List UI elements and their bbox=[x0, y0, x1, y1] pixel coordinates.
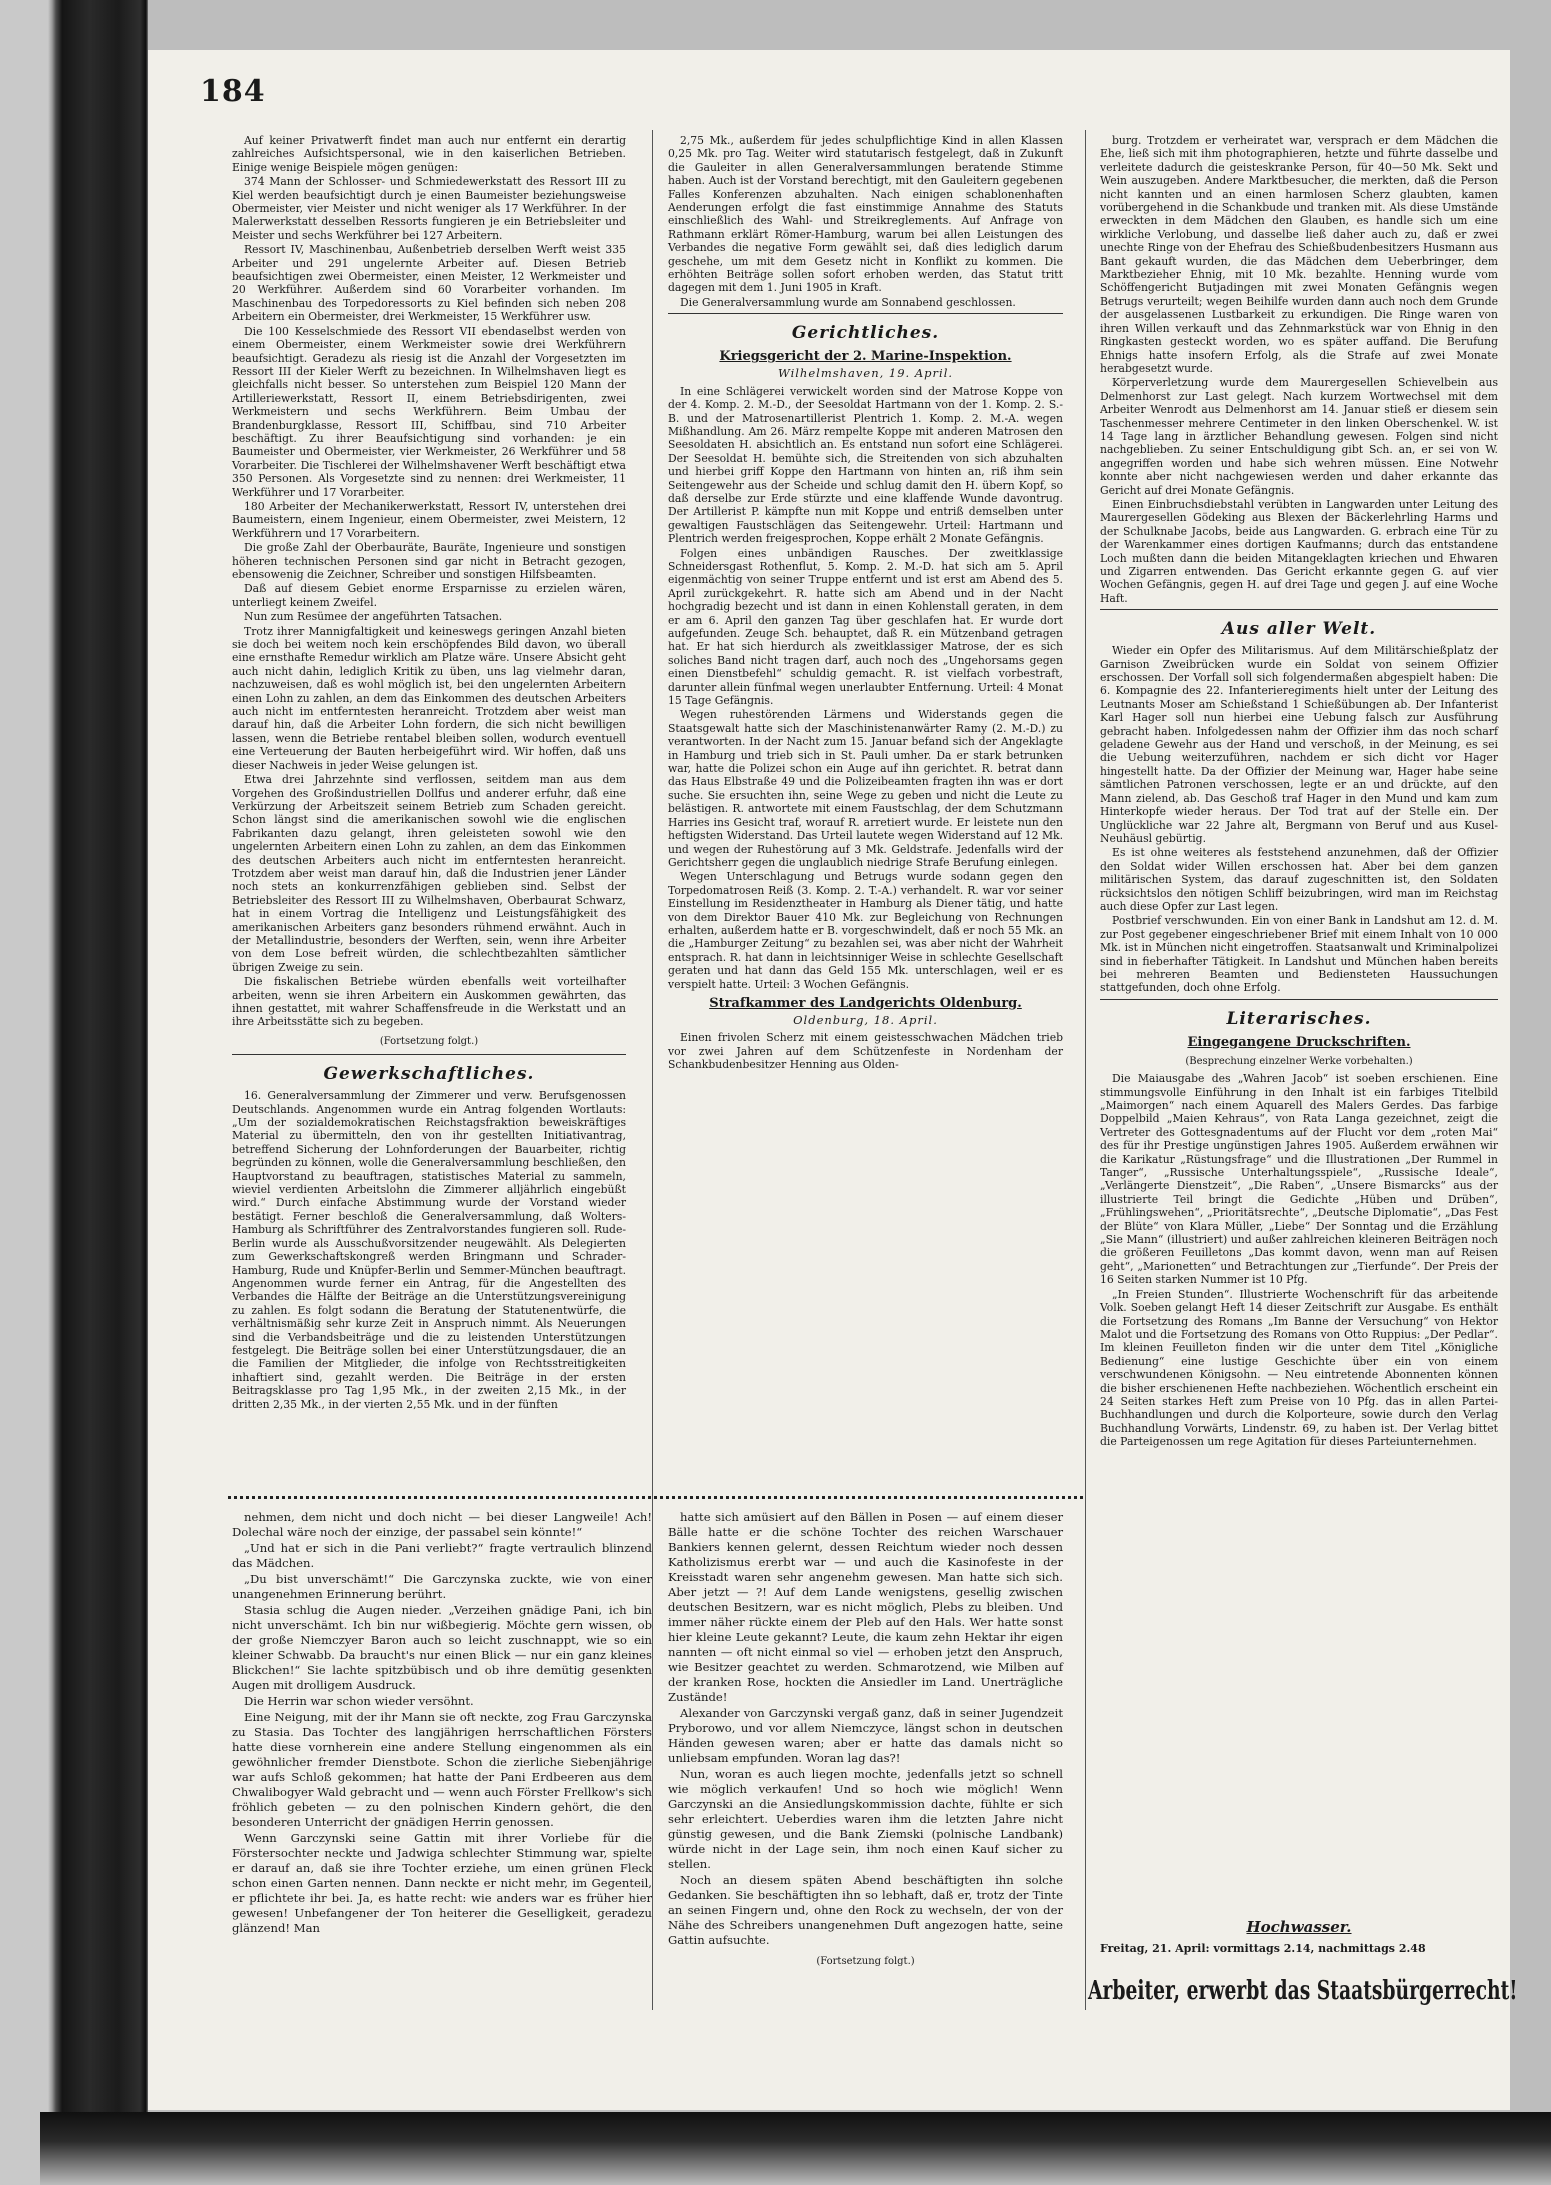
feuilleton-divider bbox=[228, 1496, 1084, 1499]
page-shadow bbox=[40, 2112, 1551, 2185]
newspaper-page bbox=[148, 50, 1518, 2110]
paragraph: Körperverletzung wurde dem Maurergesellen Schievelbein aus Delmenhorst zur Last gelegt. Nach kurzem Wortwechsel mit dem Arbeiter Wenrodt aus Delmenhorst am 14. Januar stieß er diesem sein Taschenmesser mehrere Centimeter in den linken Oberschenkel. W. ist 14 Tage lang in ärztlicher Behandlung gewesen. Folgen sind nicht nachgeblieben. Zu seiner Entschuldigung gibt Sch. an, er sei von W. angegriffen worden und habe sich wehren müssen. Eine Notwehr konnte aber nicht nachgewiesen werden und daher erkannte das Gericht auf drei Monate Gefängnis. bbox=[1100, 376, 1498, 497]
section-rule bbox=[668, 313, 1063, 314]
paragraph: Die große Zahl der Oberbauräte, Bauräte, Ingenieure und sonstigen höheren technischen Personen sind gar nicht in Betracht gezogen, ebensowenig die Zeichner, Schreiber und sonstigen Hilfsbeamten. bbox=[232, 541, 626, 581]
paragraph: Eine Neigung, mit der ihr Mann sie oft neckte, zog Frau Garczynska zu Stasia. Das Tochter des langjährigen herrschaftlichen Försters hatte diese vornherein eine andere Stellung eingenommen als ein gewöhnlicher fremder Dienstbote. Schon die zierliche Siebenjährige war aufs Schloß gekommen; hat hatte der Pani Erdbeeren aus dem Chwalibogyer Wald gebracht und — wenn auch Förster Frellkow's sich fröhlich gebeten — zu den polnischen Kindern gehört, die den besonderen Unterricht der gnädigen Herrin genossen. bbox=[232, 1710, 652, 1829]
paragraph: Wieder ein Opfer des Militarismus. Auf dem Militärschießplatz der Garnison Zweibrücken wurde ein Soldat von seinem Offizier erschossen. Der Vorfall soll sich folgendermaßen abgespielt haben: Die 6. Kompagnie des 22. Infanterieregiments hielt unter der Leitung des Leutnants Moser am Schießstand 1 Schießübungen ab. Der Infanterist Karl Hager soll nun hierbei eine Uebung falsch zur Ausführung gebracht haben. Infolgedessen nahm der Offizier ihm das noch scharf geladene Gewehr aus der Hand und verschoß, in der Meinung, es sei die Uebung weiterzuführen, nachdem er sich dicht vor Hager hingestellt hatte. Da der Offizier der Meinung war, Hager habe seine sämtlichen Patronen verschossen, legte er an und drückte, auf den Mann zielend, ab. Das Geschoß traf Hager in den Mund und kam zum Hinterkopfe wieder heraus. Der Tod trat auf der Stelle ein. Der Unglückliche war 22 Jahre alt, Bergmann von Beruf und aus Kusel-Neuhäusl gebürtig. bbox=[1100, 644, 1498, 845]
paragraph: burg. Trotzdem er verheiratet war, versprach er dem Mädchen die Ehe, ließ sich mit ihm photographieren, hetzte und führte dasselbe und verleitete dadurch die geisteskranke Person, für 40—50 Mk. Sekt und Wein auszugeben. Andere Marktbesucher, die merkten, daß die Person nicht kannten und an einen harmlosen Scherz glaubten, kamen vorübergehend in die Schankbude und tranken mit. Als diese Umstände erweckten in dem Mädchen den Glauben, es handle sich um eine wirkliche Verlobung, und dasselbe ließ daher auch zu, daß er zwei unechte Ringe von der Ehefrau des Schießbudenbesitzers Husmann aus Bant gekauft wurden, die das Mädchen dem Ueberbringer, dem Marktbezieher Ehnig, mit 10 Mk. bezahlte. Henning wurde vom Schöffengericht Butjadingen mit zwei Monaten Gefängnis wegen Betrugs verurteilt; wegen Beihilfe wurden dann auch noch dem Grunde der ausgelassenen Lustbarkeit zu erkundigen. Die Ringe waren von ihren Willen verkauft und das Zehnmarkstück war von Ehnig in den Ringkasten gesteckt worden, wo es später auffand. Die Berufung Ehnigs hatte insofern Erfolg, als die Strafe auf zwei Monate herabgesetzt wurde. bbox=[1100, 134, 1498, 375]
feuilleton-column-2 bbox=[668, 1510, 1063, 1975]
section-title-aus-aller-welt: Aus aller Welt. bbox=[1221, 619, 1377, 640]
section-rule bbox=[1100, 999, 1498, 1000]
page-number: 184 bbox=[200, 74, 266, 109]
paragraph: 180 Arbeiter der Mechanikerwerkstatt, Ressort IV, unterstehen drei Baumeistern, einem Ingenieur, einem Obermeister, zwei Meistern, 12 Werkführern und 17 Vorarbeitern. bbox=[232, 499, 626, 540]
paragraph: Es ist ohne weiteres als feststehend anzunehmen, daß der Offizier den Soldat wider Willen erschossen hat. Aber bei dem ganzen militärischen System, das darauf zugeschnitten ist, den Soldaten rücksichtslos den nötigen Schliff beizubringen, wird man im Reichstag auch diese Opfer zur Last legen. bbox=[1100, 846, 1498, 913]
section-title-gericht: Gerichtliches. bbox=[791, 323, 940, 344]
paragraph: Wegen Unterschlagung und Betrugs wurde sodann gegen den Torpedomatrosen Reiß (3. Komp. 2. T.-A.) verhandelt. R. war vor seiner Einstellung im Residenztheater in Hamburg als Diener tätig, und hatte von dem Direktor Bauer 410 Mk. zur Begleichung von Rechnungen erhalten, außerdem hatte er B. vorgeschwindelt, daß er noch 55 Mk. an die „Hamburger Zeitung“ zu bezahlen sei, was aber nicht der Wahrheit entsprach. R. hat dann in leichtsinniger Weise in schlechte Gesellschaft geraten und hat dann das Geld 155 Mk. unterschlagen, weil er es verspielt hatte. Urteil: 3 Wochen Gefängnis. bbox=[668, 870, 1063, 991]
paragraph: 2,75 Mk., außerdem für jedes schulpflichtige Kind in allen Klassen 0,25 Mk. pro Tag. Weiter wird statutarisch festgelegt, daß in Zukunft die Gauleiter in allen Generalversammlungen beratende Stimme haben. Auch ist der Vorstand berechtigt, mit den Gauleitern gegebenen Falles Konferenzen abzuhalten. Nach einigen schablonenhaften Aenderungen erfolgt die fast einstimmige Annahme des Statuts einschließlich des Wahl- und Streikreglements. Auf Anfrage von Rathmann erklärt Römer-Hamburg, warum bei allen Leistungen des Verbandes die negative Form gewählt sei, daß dies lediglich darum geschehe, um mit dem Gesetz nicht in Konflikt zu kommen. Die erhöhten Beiträge sollen sofort erhoben werden, das Statut tritt dagegen mit dem 1. Juni 1905 in Kraft. bbox=[668, 134, 1063, 295]
column-rule bbox=[652, 130, 653, 2010]
column-2 bbox=[668, 134, 1063, 1073]
paragraph: Alexander von Garczynski vergaß ganz, daß in seiner Jugendzeit Pryborowo, und vor allem Niemczyce, längst schon in deutschen Händen gewesen waren; aber er hatte das damals nicht so unliebsam empfunden. Woran lag das?! bbox=[668, 1706, 1063, 1765]
column-1 bbox=[232, 134, 626, 1412]
paragraph: Wenn Garczynski seine Gattin mit ihrer Vorliebe für die Förstersochter neckte und Jadwiga schlechter Stimmung war, spielte er darauf an, daß sie ihre Tochter erziehe, um einen grünen Fleck schon einen Garten nennen. Dann neckte er nicht mehr, im Gegenteil, er pflichtete ihr bei. Ja, es hatte recht: wie anders war es früher hier gewesen! Unbefangener der Ton heiterer die Geselligkeit, geradezu glänzend! Man bbox=[232, 1831, 652, 1935]
subsection-title: Eingegangene Druckschriften. bbox=[1187, 1034, 1411, 1050]
continuation-note: (Fortsetzung folgt.) bbox=[816, 1956, 915, 1967]
section-title-gewerkschaft: Gewerkschaftliches. bbox=[323, 1064, 535, 1085]
column-3 bbox=[1100, 134, 1498, 1450]
paragraph: Einen frivolen Scherz mit einem geistesschwachen Mädchen trieb vor zwei Jahren auf dem Schützenfeste in Nordenham der Schankbudenbesitzer Henning aus Olden- bbox=[668, 1031, 1063, 1072]
hochwasser-times: Freitag, 21. April: vormittags 2.14, nachmittags 2.48 bbox=[1100, 1942, 1426, 1955]
paragraph: 16. Generalversammlung der Zimmerer und verw. Berufsgenossen Deutschlands. Angenommen wurde ein Antrag folgenden Wortlauts: „Um der sozialdemokratischen Reichstagsfraktion beweiskräftiges Material zu übermitteln, den von ihr gestellten Initiativantrag, betreffend Sicherung der Lohnforderungen der Bauarbeiter, richtig begründen zu können, wolle die Generalversammlung beschließen, den Hauptvorstand zu beauftragen, statistisches Material zu sammeln, wieviel verdienten Arbeitslohn die Zimmerer alljährlich eingebüßt wird.“ Durch einfache Abstimmung wurde der Vorstand wieder bestätigt. Ferner beschloß die Generalversammlung, daß Wolters-Hamburg als Schriftführer des Zentralvorstandes fungieren soll. Rude-Berlin wurde als Ausschußvorsitzender neugewählt. Als Delegierten zum Gewerkschaftskongreß werden Bringmann und Schrader-Hamburg, Rude und Knüpfer-Berlin und Semmer-München beauftragt. Angenommen wurde ferner ein Antrag, für die Angestellten des Verbandes die Hälfte der Beiträge an die Unterstützungsvereinigung zu zahlen. Es folgt sodann die Beratung der Statutenentwürfe, die verhältnismäßig sehr kurze Zeit in Anspruch nimmt. Als Neuerungen sind die Verbandsbeiträge und die zu leistenden Unterstützungen festgelegt. Die Beiträge sollen bei einer Unterstützungsdauer, die an die Familien der Mitglieder, die infolge von Rechtsstreitigkeiten inhaftiert sind, gezahlt werden. Die Beiträge in der ersten Beitragsklasse pro Tag 1,95 Mk., in der zweiten 2,15 Mk., in der dritten 2,35 Mk., in der vierten 2,55 Mk. und in der fünften bbox=[232, 1089, 626, 1411]
paragraph: Wegen ruhestörenden Lärmens und Widerstands gegen die Staatsgewalt hatte sich der Maschinistenanwärter Ramy (2. M.-D.) zu verantworten. In der Nacht zum 15. Januar befand sich der Angeklagte in Hamburg und trieb sich in St. Pauli umher. Da er stark betrunken war, hatte die Polizei schon ein Auge auf ihn gerichtet. R. betrat dann das Haus Elbstraße 49 und die Polizeibeamten fragten ihn was er dort suche. Sie ersuchten ihn, seine Wege zu geben und nicht die Leute zu belästigen. R. antwortete mit einem Faustschlag, der dem Schutzmann Harries ins Gesicht traf, worauf R. arretiert wurde. Er leistete nun den heftigsten Widerstand. Das Urteil lautete wegen Widerstand auf 12 Mk. und wegen der Ruhestörung auf 3 Mk. Geldstrafe. Jedenfalls wird der Gerichtsherr gegen die unglaublich niedrige Strafe Berufung einlegen. bbox=[668, 708, 1063, 869]
feuilleton-column-1 bbox=[232, 1510, 652, 1937]
dateline: Wilhelmshaven, 19. April. bbox=[777, 366, 954, 381]
paragraph: Die 100 Kesselschmiede des Ressort VII ebendaselbst werden von einem Obermeister, einem Werkmeister sowie drei Werkführern beaufsichtigt. Geradezu als riesig ist die Anzahl der Vorgesetzten im Ressort III der Kieler Werft zu bezeichnen. In Wilhelmshaven liegt es gleichfalls nicht besser. So unterstehen zum Beispiel 120 Mann der Artilleriewerkstatt, Ressort II, einem Betriebsdirigenten, zwei Werkmeistern und sechs Werkführern. Beim Umbau der Brandenburgklasse, Ressort III, Schiffbau, sind 710 Arbeiter beschäftigt. Zu ihrer Beaufsichtigung sind vorhanden: je ein Baumeister und Obermeister, vier Werkmeister, 26 Werkführer und 58 Vorarbeiter. Die Tischlerei der Wilhelmshavener Werft beschäftigt etwa 350 Personen. Als Vorgesetzte sind zu nennen: drei Werkmeister, 11 Werkführer und 17 Vorarbeiter. bbox=[232, 324, 626, 499]
paragraph: Folgen eines unbändigen Rausches. Der zweitklassige Schneidersgast Rothenflut, 5. Komp. 2. M.-D. hat sich am 5. April eigenmächtig von seiner Truppe entfernt und ist erst am Abend des 5. April zurückgekehrt. R. hatte sich am Abend und in der Nacht hochgradig bezecht und ist dann in einen Kohlenstall geraten, in dem er am 6. April den ganzen Tag über geschlafen hat. Er wurde dort aufgefunden. Zeuge Sch. behauptet, daß R. ein Mützenband getragen hat. Er hat sich hierdurch als zweitklassiger Matrose, der es sich soliches Band nicht tragen darf, auch noch des „Ungehorsams gegen einen Dienstbefehl“ schuldig gemacht. R. ist vielfach vorbestraft, darunter allein fünfmal wegen unerlaubter Entfernung. Urteil: 4 Monat 15 Tage Gefängnis. bbox=[668, 546, 1063, 708]
paragraph: In eine Schlägerei verwickelt worden sind der Matrose Koppe von der 4. Komp. 2. M.-D., der Seesoldat Hartmann von der 1. Komp. 2. S.-B. und der Matrosenartillerist Plentrich 1. Komp. 2. M.-A. wegen Mißhandlung. Am 26. März rempelte Koppe mit anderen Matrosen den Seesoldaten H. absichtlich an. Es entstand nun sofort eine Schlägerei. Der Seesoldat H. bemühte sich, die Streitenden von sich abzuhalten und hierbei griff Koppe den Hartmann von hinten an, riß ihm sein Seitengewehr aus der Scheide und schlug damit den H. übern Kopf, so daß derselbe zur Erde stürzte und eine klaffende Wunde davontrug. Der Artillerist P. kämpfte nun mit Koppe und entriß demselben unter gewaltigen Faustschlägen das Seitengewehr. Urteil: Hartmann und Plentrich werden freigesprochen, Koppe erhält 2 Monate Gefängnis. bbox=[668, 384, 1063, 546]
paragraph: Daß auf diesem Gebiet enorme Ersparnisse zu erzielen wären, unterliegt keinem Zweifel. bbox=[232, 582, 626, 609]
dateline: Oldenburg, 18. April. bbox=[793, 1012, 938, 1027]
note: (Besprechung einzelner Werke vorbehalten.) bbox=[1185, 1055, 1413, 1067]
section-rule bbox=[1100, 609, 1498, 610]
paragraph: Postbrief verschwunden. Ein von einer Bank in Landshut am 12. d. M. zur Post gegebener eingeschriebener Brief mit einem Inhalt von 10 000 Mk. ist in München nicht eingetroffen. Staatsanwalt und Kriminalpolizei sind in fieberhafter Tätigkeit. In Landshut und München haben bereits bei mehreren Beamten und Bediensteten Haussuchungen stattgefunden, doch ohne Erfolg. bbox=[1100, 914, 1498, 995]
paragraph: hatte sich amüsiert auf den Bällen in Posen — auf einem dieser Bälle hatte er die schöne Tochter des reichen Warschauer Bankiers kennen gelernt, dessen Reichtum wieder noch dessen Katholizismus ererbt war — und auch die Kasinofeste in der Kreisstadt waren sehr angenehm gewesen. Man hatte sich sich. Aber jetzt — ?! Auf dem Lande wenigstens, gesellig zwischen deutschen Besitzern, war es nicht möglich, Plebs zu bleiben. Und immer näher rückte einem der Pleb auf den Hals. Wer hatte sonst hier kleine Leute gekannt? Leute, die kaum zehn Hektar ihr eigen nannten — oft nicht einmal so viel — erhoben jetzt den Anspruch, wie Besitzer geachtet zu werden. Schmarotzend, wie Milben auf der kranken Rose, hockten die Ansiedler im Land. Unerträgliche Zustände! bbox=[668, 1510, 1063, 1704]
paragraph: Die Herrin war schon wieder versöhnt. bbox=[244, 1694, 474, 1708]
subsection-title: Kriegsgericht der 2. Marine-Inspektion. bbox=[719, 349, 1012, 365]
hochwasser-box bbox=[1100, 1918, 1498, 1955]
paragraph: „In Freien Stunden“. Illustrierte Wochenschrift für das arbeitende Volk. Soeben gelangt Heft 14 dieser Zeitschrift zur Ausgabe. Es enthält die Fortsetzung des Romans „Im Banne der Versuchung“ von Hektor Malot und die Fortsetzung des Romans von Otto Ruppius: „Der Pedlar“. Im kleinen Feuilleton finden wir die unter dem Titel „Königliche Bedienung“ eine lustige Geschichte über ein von einem verschwundenen Königsohn. — Neu eintretende Abonnenten können die bisher erschienenen Hefte nachbeziehen. Wöchentlich erscheint ein 24 Seiten starkes Heft zum Preise von 10 Pfg. das in allen Partei-Buchhandlungen und durch die Kolporteure, sowie durch den Verlag Buchhandlung Vorwärts, Lindenstr. 69, zu haben ist. Der Verlag bittet die Parteigenossen um rege Agitation für dieses Parteiunternehmen. bbox=[1100, 1287, 1498, 1449]
column-rule bbox=[1085, 130, 1086, 2010]
paragraph: Die Generalversammlung wurde am Sonnabend geschlossen. bbox=[680, 295, 1016, 309]
paragraph: Die fiskalischen Betriebe würden ebenfalls weit vorteilhafter arbeiten, wenn sie ihren Arbeitern ein Auskommen gewährten, das ihnen gestattet, mit wahrer Schaffensfreude in die Werkstatt und an ihre Arbeitsstätte sich zu begeben. bbox=[232, 975, 626, 1029]
section-title-literarisches: Literarisches. bbox=[1226, 1008, 1372, 1029]
slogan-banner: Arbeiter, erwerbt das Staatsbürgerrecht! bbox=[1088, 1976, 1518, 2006]
paragraph: nehmen, dem nicht und doch nicht — bei dieser Langweile! Ach! Dolechal wäre noch der einzige, der passabel sein könnte!“ bbox=[232, 1510, 652, 1539]
hochwasser-title: Hochwasser. bbox=[1246, 1918, 1352, 1936]
paragraph: 374 Mann der Schlosser- und Schmiedewerkstatt des Ressort III zu Kiel werden beaufsichtigt durch je einen Baumeister beziehungsweise Obermeister, vier Meister und nicht weniger als 17 Werkführer. In der Malerwerkstatt desselben Ressorts fungieren je ein Betriebsleiter und Meister und sechs Werkführer bei 127 Arbeitern. bbox=[232, 175, 626, 242]
paragraph: Stasia schlug die Augen nieder. „Verzeihen gnädige Pani, ich bin nicht unverschämt. Ich bin nur wißbegierig. Möchte gern wissen, ob der große Niemczyer Baron auch so leicht zuschnappt, wie so ein kleiner Schwabb. Da braucht's nur einen Blick — nur ein ganz kleines Blickchen!“ Sie lachte spitzbübisch und ob ihre demütig gesenkten Augen mit drolligem Ausdruck. bbox=[232, 1603, 652, 1692]
paragraph: „Du bist unverschämt!“ Die Garczynska zuckte, wie von einer unangenehmen Erinnerung berührt. bbox=[232, 1572, 652, 1601]
paragraph: Noch an diesem späten Abend beschäftigten ihn solche Gedanken. Sie beschäftigten ihn so lebhaft, daß er, trotz der Tinte an seinen Fingern und, ohne den Rock zu wechseln, der von der Nähe des Schreibers unangenehmen Duft angezogen hatte, seine Gattin aufsuchte. bbox=[668, 1873, 1063, 1947]
section-rule bbox=[232, 1054, 626, 1055]
paragraph: „Und hat er sich in die Pani verliebt?“ fragte vertraulich blinzend das Mädchen. bbox=[232, 1541, 652, 1570]
book-binding bbox=[0, 0, 148, 2185]
paragraph: Die Maiausgabe des „Wahren Jacob“ ist soeben erschienen. Eine stimmungsvolle Einführung in den Inhalt ist ein farbiges Titelbild „Maimorgen“ nach einem Aquarell des Malers Gerdes. Das farbige Doppelbild „Maien Kehraus“, von Rata Langa gezeichnet, zeigt die Vertreter des Gottesgnadentums auf der Flucht vor dem „roten Mai“ des für ihr Prestige ungünstigen Jahres 1905. Außerdem erwähnen wir die Karikatur „Rüstungsfrage“ und die Illustrationen „Der Rummel in Tanger“, „Russische Unterhaltungsspiele“, „Russische Ideale“, „Verlängerte Dienstzeit“, „Die Raben“, „Unsere Bismarcks“ aus der illustrierte Teil bringt die Gedichte „Hüben und Drüben“, „Frühlingswehen“, „Prioritätsrechte“, „Deutsche Diplomatie“, „Das Fest der Blüte“ von Klara Müller, „Liebe“ Der Sonntag und die Erzählung „Sie Mann“ (illustriert) und außer zahlreichen kleineren Beiträgen noch die größeren Feuilletons „Das kommt davon, wenn man auf Reisen geht“, „Marionetten“ und Betrachtungen zur „Tierfunde“. Der Preis der 16 Seiten starken Nummer ist 10 Pfg. bbox=[1100, 1072, 1498, 1287]
paragraph: Einen Einbruchsdiebstahl verübten in Langwarden unter Leitung des Maurergesellen Gödeking aus Blexen der Bäckerlehrling Harms und der Schulknabe Jacobs, beide aus Langwarden. G. erbrach eine Tür zu der Warenkammer eines dortigen Kaufmanns; durch das entstandene Loch mußten dann die beiden Mitangeklagten kriechen und Ehwaren und Zigarren entwenden. Das Gericht erkannte gegen G. auf vier Wochen Gefängnis, gegen H. auf drei Tage und gegen J. auf eine Woche Haft. bbox=[1100, 497, 1498, 605]
paragraph: Nun zum Resümee der angeführten Tatsachen. bbox=[244, 610, 503, 624]
paragraph: Trotz ihrer Mannigfaltigkeit und keineswegs geringen Anzahl bieten sie doch bei weitem noch kein erschöpfendes Bild davon, wo überall eine ernsthafte Remedur wirklich am Platze wäre. Unsere Absicht geht auch nicht dahin, lediglich Kritik zu üben, uns lag vielmehr daran, nachzuweisen, daß es wohl möglich ist, bei den ungelernten Arbeitern einen Lohn zu zahlen, an dem das Einkommen des deutschen Arbeiters auch nicht im entferntesten heranreicht. Trotzdem aber weist man darauf hin, daß die Arbeiter Lohn fordern, die sich nicht bewilligen lassen, wenn die Betriebe rentabel bleiben sollen, wodurch eventuell eine Verteuerung der Bauten herbeigeführt wird. Wir hoffen, daß uns dieser Nachweis in jeder Weise gelungen ist. bbox=[232, 624, 626, 772]
paragraph: Etwa drei Jahrzehnte sind verflossen, seitdem man aus dem Vorgehen des Großindustriellen Dollfus und anderer erfuhr, daß eine Verkürzung der Arbeitszeit seinem Betrieb zum Schaden gereicht. Schon längst sind die amerikanischen sowohl wie die englischen Fabrikanten dazu gelangt, ihren geleisteten sowohl wie den ungelernten Arbeitern einen Lohn zu zahlen, an dem das Einkommen des deutschen Arbeiters auch nicht im entferntesten heranreicht. Trotzdem aber weist man darauf hin, daß die Industrien jener Länder noch stets an konkurrenzfähigen geblieben sind. Selbst der Betriebsleiter des Ressort III zu Wilhelmshaven, Oberbaurat Schwarz, hat in einem Vortrag die Intelligenz und Leistungsfähigkeit des amerikanischen Arbeiters ganz besonders rühmend erwähnt. Auch in der Metallindustrie, besonders der Werften, sein, wenn ihre Arbeiter von dem Lose befreit würden, die schlechtbezahlten sämtlicher übrigen Zweige zu sein. bbox=[232, 773, 626, 974]
paragraph: Ressort IV, Maschinenbau, Außenbetrieb derselben Werft weist 335 Arbeiter und 291 ungelernte Arbeiter auf. Diesen Betrieb beaufsichtigen zwei Obermeister, einen Meister, 12 Werkmeister und 20 Werkführer. Außerdem sind 60 Vorarbeiter vorhanden. Im Maschinenbau des Torpedoressorts zu Kiel befinden sich neben 208 Arbeitern ein Obermeister, drei Werkmeister, 15 Werkführer usw. bbox=[232, 243, 626, 324]
paragraph: Nun, woran es auch liegen mochte, jedenfalls jetzt so schnell wie möglich verkaufen! Und so hoch wie möglich! Wenn Garczynski an die Ansiedlungskommission dachte, fühlte er sich sehr erleichtert. Ueberdies waren ihm die letzten Jahre nicht günstig gewesen, und die Bank Ziemski (polnische Landbank) würde nicht in der Lage sein, ihm noch einen Kauf sicher zu stellen. bbox=[668, 1767, 1063, 1871]
paragraph: Auf keiner Privatwerft findet man auch nur entfernt ein derartig zahlreiches Aufsichtspersonal, wie in den kaiserlichen Betrieben. Einige wenige Beispiele mögen genügen: bbox=[232, 134, 626, 174]
continuation-note: (Fortsetzung folgt.) bbox=[379, 1035, 479, 1047]
subsection-title: Strafkammer des Landgerichts Oldenburg. bbox=[709, 995, 1022, 1011]
